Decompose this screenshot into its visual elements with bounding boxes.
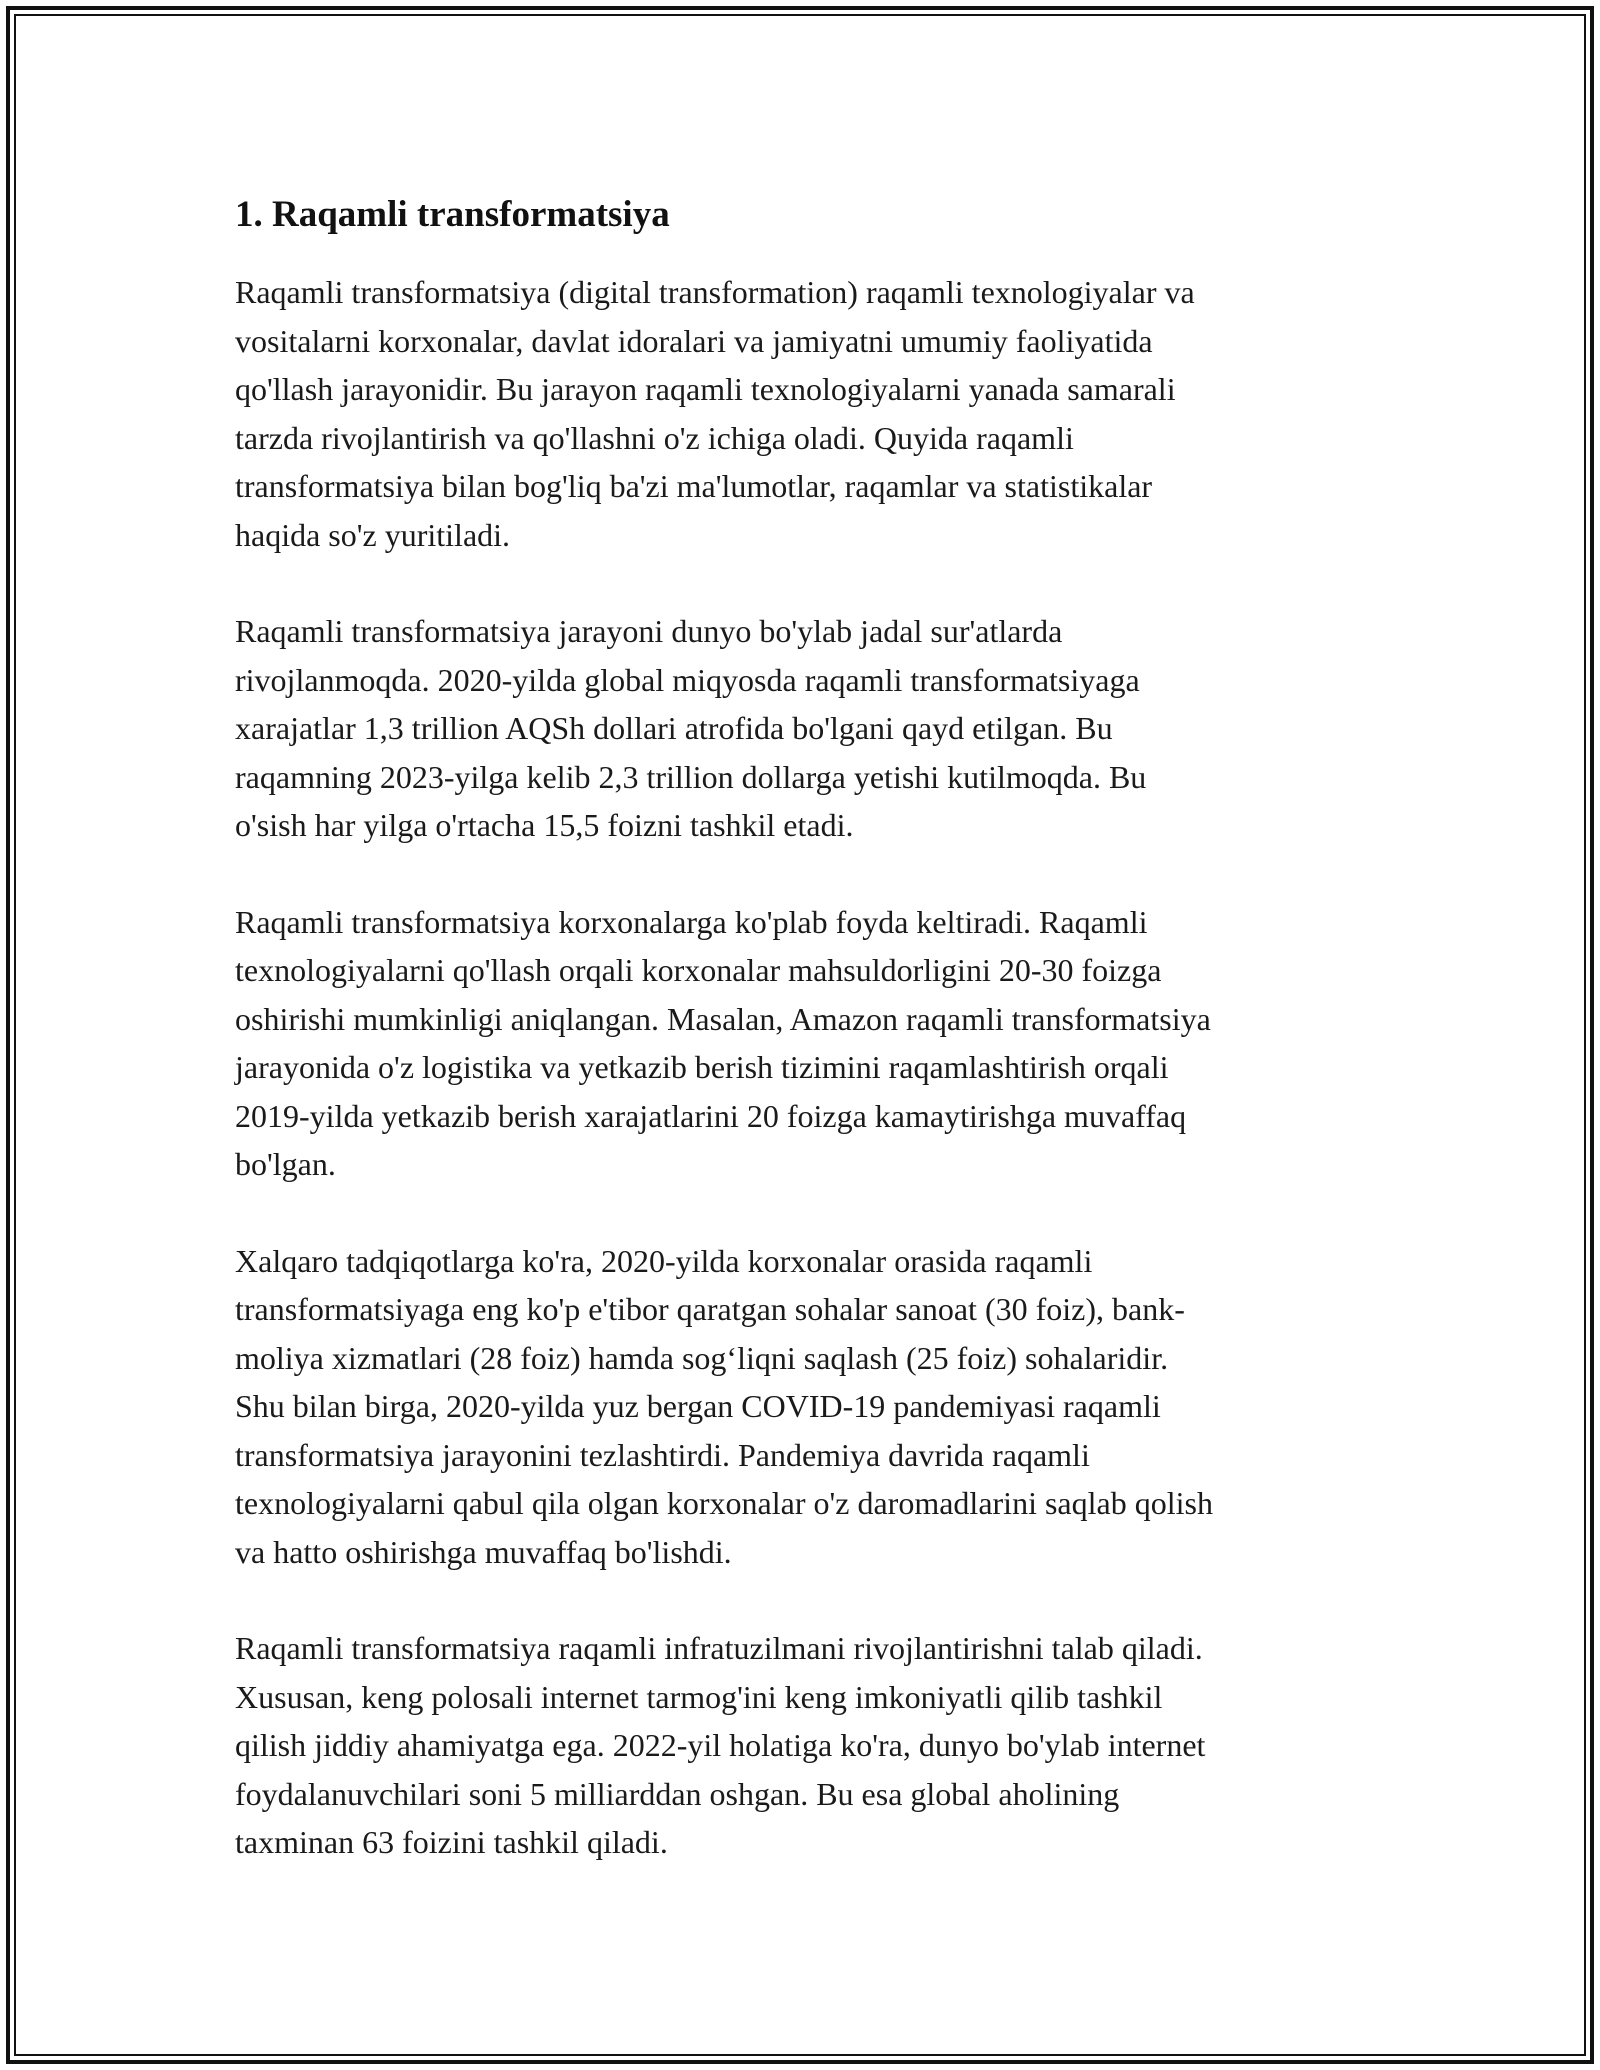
text-line: taxminan 63 foizini tashkil qiladi. <box>235 1824 668 1860</box>
text-line: raqamning 2023-yilga kelib 2,3 trillion dollarga yetishi kutilmoqda. Bu <box>235 758 1147 795</box>
text-line: texnologiyalarni qo'llash orqali korxonalar mahsuldorligini 20-30 foizga <box>235 952 1162 988</box>
paragraph-2 <box>235 607 1375 850</box>
text-line: Raqamli transformatsiya jarayoni dunyo bo'ylab jadal sur'atlarda <box>235 613 1063 649</box>
text-line: Raqamli transformatsiya raqamli infratuzilmani rivojlantirishni talab qiladi. <box>235 1630 1203 1666</box>
text-line: Raqamli transformatsiya (digital transformation) raqamli texnologiyalar va <box>235 274 1195 310</box>
text-line: Xalqaro tadqiqotlarga ko'ra, 2020-yilda korxonalar orasida raqamli <box>235 1242 1093 1279</box>
text-line: o'sish har yilga o'rtacha 15,5 foizni tashkil etadi. <box>235 807 854 843</box>
text-line: moliya xizmatlari (28 foiz) hamda sog‘liqni saqlash (25 foiz) sohalaridir. <box>235 1339 1169 1376</box>
text-line: Xususan, keng polosali internet tarmog'ini keng imkoniyatli qilib tashkil <box>235 1678 1163 1715</box>
text-line: qo'llash jarayonidir. Bu jarayon raqamli texnologiyalarni yanada samarali <box>235 371 1176 407</box>
paragraph-1 <box>235 268 1375 559</box>
text-line: oshirishi mumkinligi aniqlangan. Masalan, Amazon raqamli transformatsiya <box>235 1000 1211 1037</box>
text-line: xarajatlar 1,3 trillion AQSh dollari atrofida bo'lgani qayd etilgan. Bu <box>235 710 1113 746</box>
text-line: texnologiyalarni qabul qila olgan korxonalar o'z daromadlarini saqlab qolish <box>235 1485 1213 1521</box>
paragraph-5 <box>235 1624 1375 1867</box>
text-line: Raqamli transformatsiya korxonalarga ko'plab foyda keltiradi. Raqamli <box>235 903 1148 940</box>
section-heading: 1. Raqamli transformatsiya <box>235 194 670 235</box>
text-line: 2019-yilda yetkazib berish xarajatlarini 20 foizga kamaytirishga muvaffaq <box>235 1097 1187 1134</box>
text-line: foydalanuvchilari soni 5 milliarddan oshgan. Bu esa global aholining <box>235 1775 1120 1812</box>
text-line: transformatsiyaga eng ko'p e'tibor qaratgan sohalar sanoat (30 foiz), bank- <box>235 1291 1185 1327</box>
paragraph-3 <box>235 898 1375 1189</box>
paragraph-4 <box>235 1237 1375 1577</box>
text-line: va hatto oshirishga muvaffaq bo'lishdi. <box>235 1533 732 1570</box>
text-line: rivojlanmoqda. 2020-yilda global miqyosda raqamli transformatsiyaga <box>235 661 1140 698</box>
text-line: qilish jiddiy ahamiyatga ega. 2022-yil holatiga ko'ra, dunyo bo'ylab internet <box>235 1727 1206 1763</box>
text-line: Shu bilan birga, 2020-yilda yuz bergan COVID-19 pandemiyasi raqamli <box>235 1388 1161 1424</box>
text-line: transformatsiya jarayonini tezlashtirdi. Pandemiya davrida raqamli <box>235 1436 1090 1473</box>
text-line: jarayonida o'z logistika va yetkazib berish tizimini raqamlashtirish orqali <box>235 1049 1169 1085</box>
text-line: haqida so'z yuritiladi. <box>235 516 511 553</box>
document-content <box>235 188 1375 1915</box>
text-line: bo'lgan. <box>235 1146 336 1182</box>
text-line: transformatsiya bilan bog'liq ba'zi ma'lumotlar, raqamlar va statistikalar <box>235 468 1153 504</box>
text-line: vositalarni korxonalar, davlat idoralari va jamiyatni umumiy faoliyatida <box>235 322 1153 359</box>
text-line: tarzda rivojlantirish va qo'llashni o'z ichiga oladi. Quyida raqamli <box>235 419 1074 456</box>
